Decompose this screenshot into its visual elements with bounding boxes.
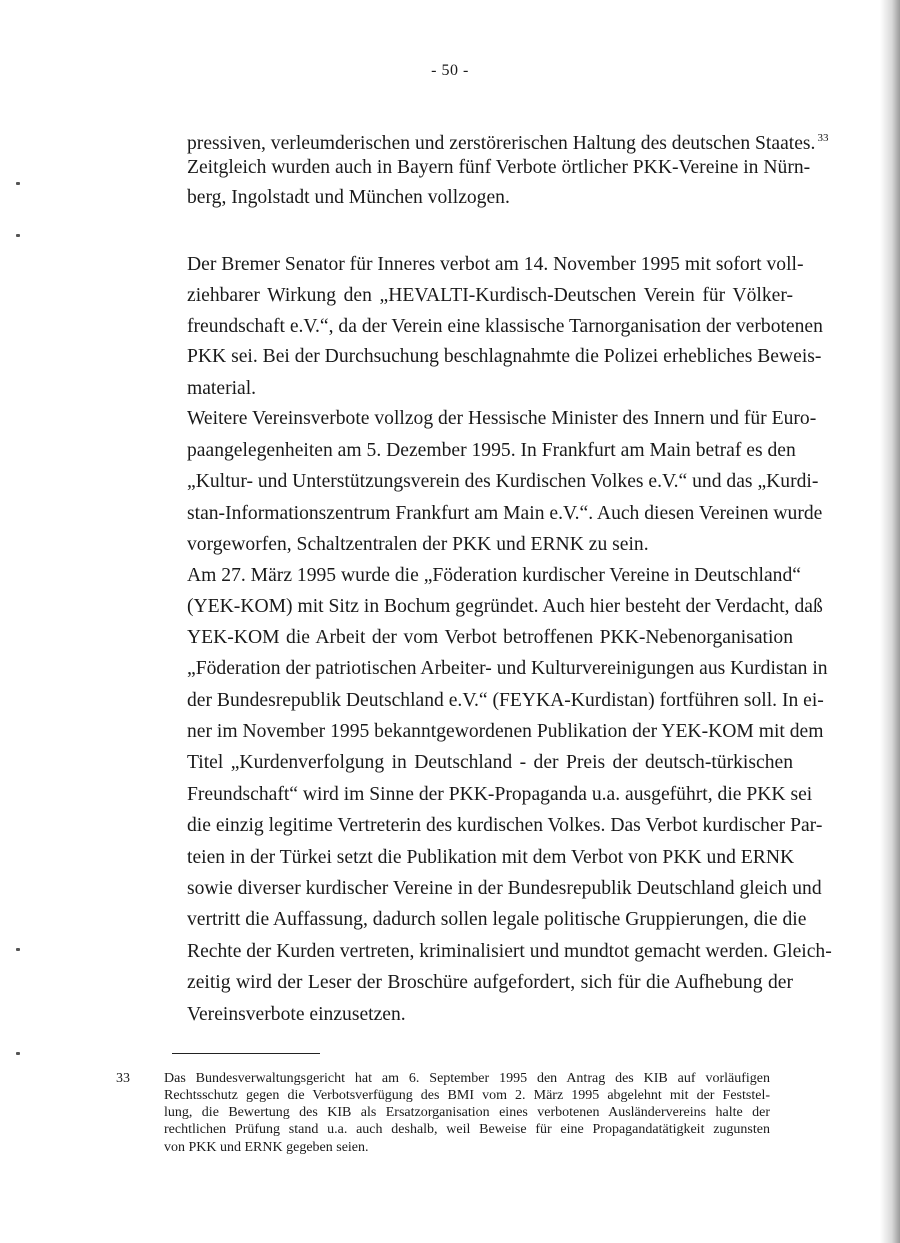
body-line: ner im November 1995 bekanntgewordenen Publikation der YEK-KOM mit dem [187,721,824,742]
footnote-separator [172,1053,320,1054]
body-line: YEK-KOM die Arbeit der vom Verbot betroffenen PKK-Nebenorganisation [187,627,793,648]
body-line: ziehbarer Wirkung den „HEVALTI-Kurdisch-Deutschen Verein für Völker- [187,285,793,306]
body-line-text: pressiven, verleumderischen und zerstörerischen Haltung des deutschen Staates. [187,133,816,154]
body-line: vertritt die Auffassung, dadurch sollen legale politische Gruppierungen, die die [187,909,807,930]
body-line: teien in der Türkei setzt die Publikation mit dem Verbot von PKK und ERNK [187,847,795,868]
body-line: Weitere Vereinsverbote vollzog der Hessische Minister des Innern und für Euro- [187,408,817,429]
scan-mark [16,1052,20,1055]
body-line: paangelegenheiten am 5. Dezember 1995. In Frankfurt am Main betraf es den [187,440,796,461]
body-line: material. [187,378,257,399]
page-number: - 50 - [431,62,469,79]
body-line: Vereinsverbote einzusetzen. [187,1004,406,1025]
scan-mark [16,234,20,237]
footnote-line: Rechtsschutz gegen die Verbotsverfügung des BMI vom 2. März 1995 abgelehnt mit der Feststel- [164,1088,770,1103]
body-line: Rechte der Kurden vertreten, kriminalisiert und mundtot gemacht werden. Gleich- [187,941,832,962]
body-line: (YEK-KOM) mit Sitz in Bochum gegründet. Auch hier besteht der Verdacht, daß [187,596,823,617]
body-line: der Bundesrepublik Deutschland e.V.“ (FEYKA-Kurdistan) fortführen soll. In ei- [187,690,824,711]
body-line: „Kultur- und Unterstützungsverein des Kurdischen Volkes e.V.“ und das „Kurdi- [187,471,819,492]
footnote-line: lung, die Bewertung des KIB als Ersatzorganisation eines verbotenen Ausländervereins halte der [164,1105,770,1120]
footnote-line: rechtlichen Prüfung stand u.a. auch deshalb, weil Beweise für eine Propagandatätigkeit zugunsten [164,1122,770,1137]
body-line: zeitig wird der Leser der Broschüre aufgefordert, sich für die Aufhebung der [187,972,793,993]
body-line: PKK sei. Bei der Durchsuchung beschlagnahmte die Polizei erhebliches Beweis- [187,346,822,367]
body-line: die einzig legitime Vertreterin des kurdischen Volkes. Das Verbot kurdischer Par- [187,815,823,836]
scan-shadow-edge [880,0,900,1243]
body-line: sowie diverser kurdischer Vereine in der Bundesrepublik Deutschland gleich und [187,878,822,899]
footnote-line: von PKK und ERNK gegeben seien. [164,1140,369,1155]
scan-mark [16,182,20,185]
footnote-number: 33 [116,1071,130,1086]
scan-mark [16,948,20,951]
body-line: vorgeworfen, Schaltzentralen der PKK und ERNK zu sein. [187,534,649,555]
footnote-line: Das Bundesverwaltungsgericht hat am 6. September 1995 den Antrag des KIB auf vorläufigen [164,1071,770,1086]
body-line: Freundschaft“ wird im Sinne der PKK-Propaganda u.a. ausgeführt, die PKK sei [187,784,813,805]
body-line: freundschaft e.V.“, da der Verein eine klassische Tarnorganisation der verbotenen [187,316,823,337]
body-line: stan-Informationszentrum Frankfurt am Main e.V.“. Auch diesen Vereinen wurde [187,503,823,524]
footnote-reference[interactable]: 33 [817,132,829,144]
body-line: berg, Ingolstadt und München vollzogen. [187,187,510,208]
body-line [187,127,829,154]
body-line: Am 27. März 1995 wurde die „Föderation kurdischer Vereine in Deutschland“ [187,565,801,586]
body-line: Zeitgleich wurden auch in Bayern fünf Verbote örtlicher PKK-Vereine in Nürn- [187,157,811,178]
body-line: Der Bremer Senator für Inneres verbot am 14. November 1995 mit sofort voll- [187,254,804,275]
body-line: „Föderation der patriotischen Arbeiter- und Kulturvereinigungen aus Kurdistan in [187,658,828,679]
body-line: Titel „Kurdenverfolgung in Deutschland - der Preis der deutsch-türkischen [187,752,793,773]
